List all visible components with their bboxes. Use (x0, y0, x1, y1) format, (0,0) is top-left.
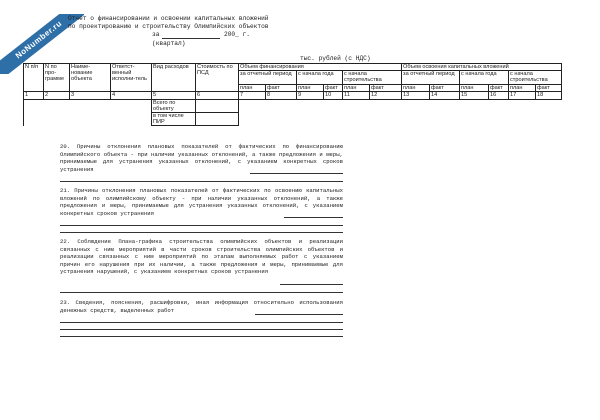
header-plan: план (239, 85, 266, 92)
col-number: 6 (196, 92, 239, 99)
col-number: 3 (70, 92, 111, 99)
empty-cell (24, 99, 152, 112)
header-plan: план (509, 85, 536, 92)
report-title-line1: Отчет о финансировании и освоении капитальных вложений (68, 15, 269, 22)
units-caption: тыс. рублей (с НДС) (300, 55, 371, 62)
empty-cell (239, 113, 562, 126)
col-number: 10 (324, 92, 343, 99)
section-20-fill-line (60, 181, 343, 182)
header-fakt: факт (489, 85, 509, 92)
section-21-fill-line (284, 217, 343, 218)
header-expense-type: Вид расходов (152, 64, 196, 92)
header-investment-volume: Объем освоения капитальных вложений (402, 64, 562, 71)
period-blank-line (162, 38, 220, 39)
row-label-total: Всего по объекту (152, 99, 196, 112)
header-osv-construction-start: с начала строительства (509, 71, 562, 85)
header-osv-year-start: с начала года (460, 71, 509, 85)
col-number: 13 (402, 92, 430, 99)
header-psd-cost: Стоимость по ПСД (196, 64, 239, 92)
header-fakt: факт (266, 85, 297, 92)
col-number: 9 (297, 92, 324, 99)
col-number: 7 (239, 92, 266, 99)
header-osv-report-period: за отчетный период (402, 71, 460, 85)
period-quarter-caption: (квартал) (152, 40, 186, 47)
col-number: 11 (343, 92, 370, 99)
empty-cell (196, 113, 239, 126)
report-table (23, 63, 562, 126)
empty-cell (24, 113, 152, 126)
table-row (24, 99, 562, 112)
header-object-name: Наиме-нование объекта (70, 64, 111, 92)
header-plan: план (402, 85, 430, 92)
row-label-pir: в том числе ПИР (152, 113, 196, 126)
section-20-text: 20. Причины отклонения плановых показателей от фактических по финансированию Олимпийского объекта - при наличии указанных отклонений, а также предложения и меры, принимаемые для устранения указанных отклонений, с указанием конкретных сроков устранения (60, 143, 343, 173)
header-n-programme: N по про-грамме (44, 64, 70, 92)
watermark-text: NoNumber.ru (0, 14, 84, 74)
period-year: 200_ г. (224, 31, 250, 38)
section-23-fill-line (60, 336, 343, 337)
col-number: 16 (489, 92, 509, 99)
header-fin-year-start: с начала года (297, 71, 343, 85)
col-number: 14 (430, 92, 460, 99)
header-fakt: факт (430, 85, 460, 92)
section-21-fill-line (60, 225, 343, 226)
section-23-text: 23. Сведения, пояснения, расшифровки, иная информация относительно использования денежных средств, выделенных работ (60, 299, 343, 314)
table-row (24, 113, 562, 126)
section-21-text: 21. Причины отклонения плановых показателей от фактических по освоению капитальных вложений по олимпийскому объекту - при наличии указанных отклонений, а также предложения и меры, принимаемые для устранения указанных отклонений, с указанием конкретных сроков устранения (60, 187, 343, 217)
empty-cell (239, 99, 562, 112)
header-n-pp: N п/п (24, 64, 44, 92)
period-prefix: за (152, 31, 160, 38)
section-20-fill-line (250, 173, 343, 174)
section-22-fill-line (60, 292, 343, 293)
header-fakt: факт (370, 85, 402, 92)
section-23-fill-line (60, 322, 343, 323)
header-financing-volume: Объем финансирования (239, 64, 402, 71)
col-number: 18 (536, 92, 562, 99)
header-fin-construction-start: с начала строительства (343, 71, 402, 85)
col-number: 8 (266, 92, 297, 99)
col-number: 17 (509, 92, 536, 99)
section-23-fill-line (60, 329, 343, 330)
col-number: 2 (44, 92, 70, 99)
header-fin-report-period: за отчетный период (239, 71, 297, 85)
col-number: 1 (24, 92, 44, 99)
header-plan: план (343, 85, 370, 92)
col-number: 4 (111, 92, 152, 99)
col-number: 15 (460, 92, 489, 99)
header-responsible: Ответст-венный исполни-тель (111, 64, 152, 92)
column-number-row (24, 92, 562, 99)
section-22-fill-line (280, 284, 343, 285)
empty-cell (196, 99, 239, 112)
header-fakt: факт (536, 85, 562, 92)
section-23-fill-line (255, 314, 343, 315)
report-title-line2: по проектированию и строительству Олимпийских объектов (68, 23, 269, 30)
header-plan: план (297, 85, 324, 92)
header-fakt: факт (324, 85, 343, 92)
section-21-fill-line (60, 232, 343, 233)
col-number: 12 (370, 92, 402, 99)
section-22-text: 22. Соблюдение Плана-графика строительства олимпийских объектов и реализации связанных с ним мероприятий в части сроков строительства олимпийских объектов и реализации связанных с ним мероприятий по этапам выполняемых работ с указанием причин его нарушения при их наличии, а также предложения и меры, принимаемые для устранения нарушений, с указанием конкретных сроков устранения (60, 238, 343, 276)
header-plan: план (460, 85, 489, 92)
col-number: 5 (152, 92, 196, 99)
